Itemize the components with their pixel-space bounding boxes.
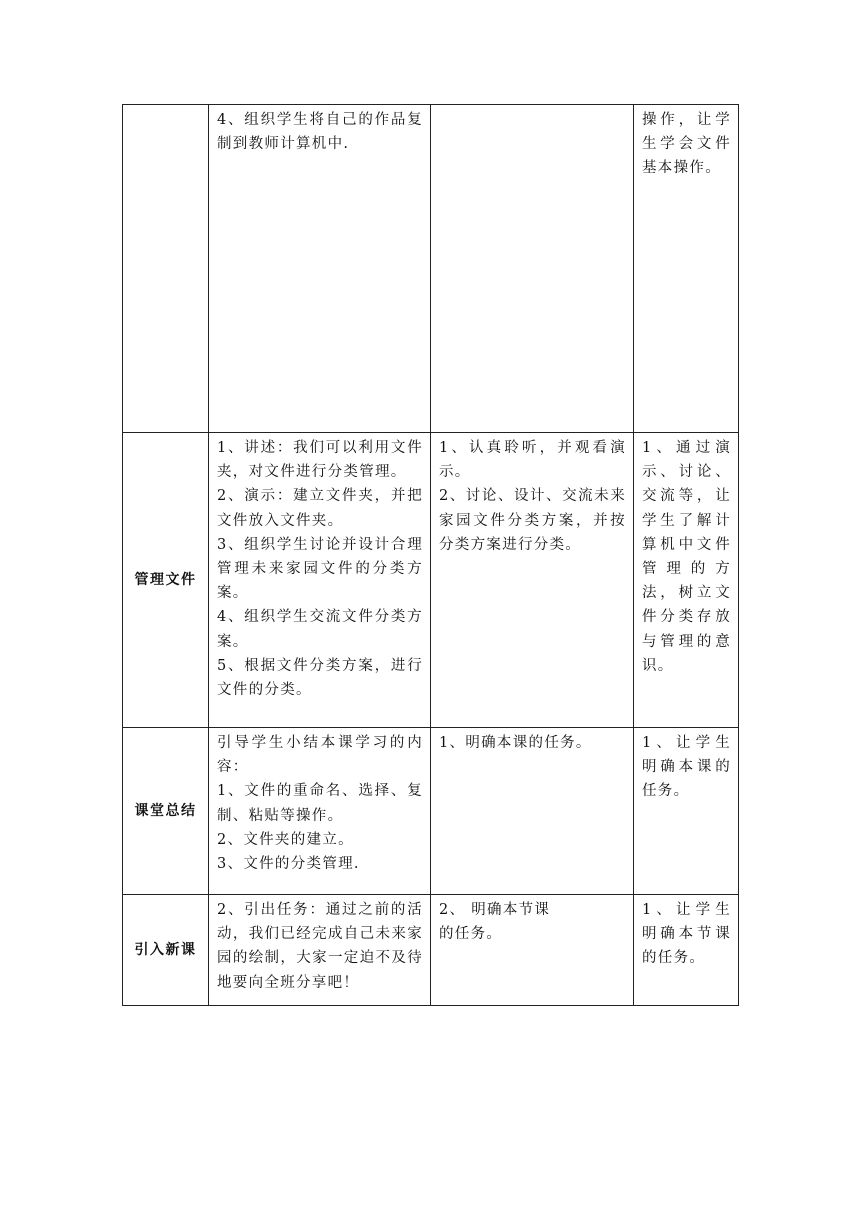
- table-row: [123, 895, 739, 1006]
- teacher-activity-text: 引导学生小结本课学习的内容：: [217, 735, 423, 776]
- purpose-cell: [634, 895, 739, 1006]
- student-activity-cell: [431, 895, 634, 1006]
- stage-cell: 管理文件: [123, 433, 209, 728]
- purpose-cell: [634, 433, 739, 728]
- lesson-plan-table: [122, 104, 739, 1006]
- student-activity-cell: [431, 105, 634, 433]
- teacher-activity-text: 1、讲述：我们可以利用文件夹，对文件进行分类管理。: [217, 440, 423, 481]
- teacher-activity-cell: [209, 895, 431, 1006]
- student-activity-text: 的任务。: [439, 926, 503, 943]
- student-activity-cell: [431, 433, 634, 728]
- student-activity-text: 2、讨论、设计、交流未来家园文件分类方案，并按分类方案进行分类。: [439, 488, 626, 553]
- stage-cell: 课堂总结: [123, 728, 209, 895]
- teacher-activity-text: 4、组织学生交流文件分类方案。: [217, 609, 423, 650]
- student-activity-text: 1、明确本课的任务。: [439, 735, 592, 751]
- teacher-activity-text: 1、文件的重命名、选择、复制、粘贴等操作。: [217, 783, 423, 824]
- purpose-text: 操作，让学生学会文件基本操作。: [642, 112, 731, 177]
- teacher-activity-text: 2、演示：建立文件夹，并把文件放入文件夹。: [217, 488, 423, 529]
- teacher-activity-text: 3、组织学生讨论并设计合理管理未来家园文件的分类方案。: [217, 536, 423, 602]
- purpose-cell: [634, 728, 739, 895]
- teacher-activity-text: 3、文件的分类管理.: [217, 856, 360, 873]
- table-row: [123, 433, 739, 728]
- student-activity-text: 2、 明确本节课: [439, 902, 551, 918]
- teacher-activity-text: 5、根据文件分类方案，进行文件的分类。: [217, 657, 423, 699]
- teacher-activity-cell: [209, 728, 431, 895]
- table-row: [123, 105, 739, 433]
- teacher-activity-cell: [209, 105, 431, 433]
- purpose-text: 1、通过演示、讨论、交流等，让学生了解计算机中文件管理的方法，树立文件分类存放与管理的意识。: [642, 440, 731, 674]
- stage-cell: [123, 105, 209, 433]
- table-row: [123, 728, 739, 895]
- purpose-cell: [634, 105, 739, 433]
- stage-cell: 引入新课: [123, 895, 209, 1006]
- teacher-activity-text: 4、组织学生将自己的作品复制到教师计算机中.: [217, 112, 423, 153]
- teacher-activity-text: 2、引出任务：通过之前的活动，我们已经完成自己未来家园的绘制，大家一定迫不及待地要向全班分享吧！: [217, 902, 423, 991]
- student-activity-text: 1、认真聆听，并观看演示。: [439, 440, 626, 481]
- teacher-activity-text: 2、文件夹的建立。: [217, 831, 354, 848]
- purpose-text: 1、让学生明确本课的任务。: [642, 735, 731, 800]
- purpose-text: 1、让学生明确本节课的任务。: [642, 902, 731, 967]
- teacher-activity-cell: [209, 433, 431, 728]
- student-activity-cell: [431, 728, 634, 895]
